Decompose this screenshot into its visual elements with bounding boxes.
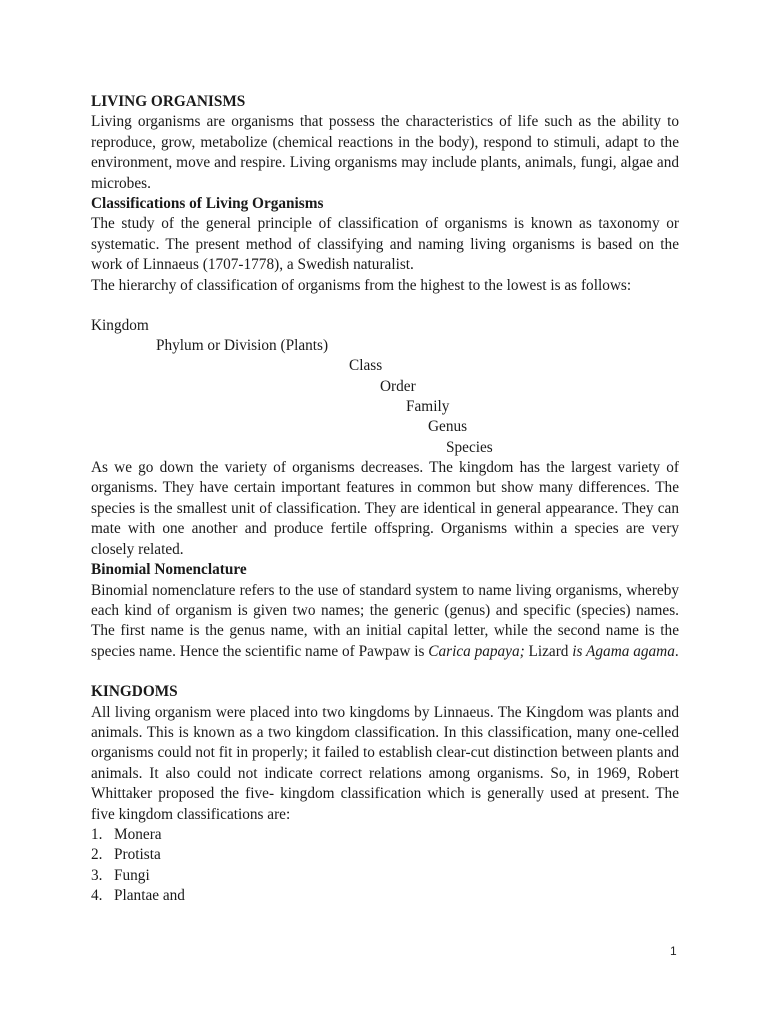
page-number: 1 [670, 944, 677, 958]
hierarchy-family: Family [406, 398, 450, 416]
heading-classifications: Classifications of Living Organisms [91, 195, 324, 213]
binomial-text: Binomial nomenclature refers to the use of standard system to name living organisms, whereby each kind of organism is given two names; the generic (genus) and specific (species) names. The first name is the genus name, with an initial capital letter, while the second name is the species name. Hence the scientific name of Pawpaw is [91, 581, 679, 660]
paragraph-variety: As we go down the variety of organisms decreases. The kingdom has the largest variety of organisms. They have certain important features in common but show many differences. The species is the smallest unit of classification. They are identical in general appearance. They can mate with one another and produce fertile offspring. Organisms within a species are very closely related. [91, 459, 679, 558]
binomial-text-end: . [674, 642, 679, 660]
hierarchy-kingdom: Kingdom [91, 317, 149, 335]
scientific-name-lizard: is Agama agama [572, 642, 675, 660]
hierarchy-species: Species [446, 439, 493, 457]
document-page [91, 92, 679, 907]
list-item: 4. Plantae and [91, 887, 185, 905]
list-item: 2. Protista [91, 846, 161, 864]
scientific-name-pawpaw: Carica papaya; [428, 642, 525, 660]
hierarchy-phylum: Phylum or Division (Plants) [156, 337, 329, 355]
paragraph-binomial [91, 581, 679, 663]
list-item: 1. Monera [91, 825, 162, 843]
hierarchy-order: Order [380, 378, 416, 396]
paragraph-living-organisms: Living organisms are organisms that possess the characteristics of life such as the ability to reproduce, grow, metabolize (chemical reactions in the body), respond to stimuli, adapt to the environment, move and respire. Living organisms may include plants, animals, fungi, algae and microbes. [91, 113, 679, 192]
kingdom-list [91, 825, 679, 907]
classification-hierarchy [91, 316, 679, 458]
heading-kingdoms: KINGDOMS [91, 683, 178, 701]
hierarchy-class: Class [349, 357, 383, 375]
paragraph-taxonomy: The study of the general principle of classification of organisms is known as taxonomy or systematic. The present method of classifying and naming living organisms is based on the work of Linnaeus (1707-1778), a Swedish naturalist. [91, 215, 679, 274]
heading-living-organisms: LIVING ORGANISMS [91, 93, 246, 110]
hierarchy-genus: Genus [428, 418, 468, 436]
list-item: 3. Fungi [91, 866, 150, 884]
paragraph-kingdoms: All living organism were placed into two kingdoms by Linnaeus. The Kingdom was plants and animals. This is known as a two kingdom classification. In this classification, many one-celled organisms could not fit in properly; it failed to establish clear-cut distinction between plants and animals. It also could not indicate correct relations among organisms. So, in 1969, Robert Whittaker proposed the five- kingdom classification which is generally used at present. The five kingdom classifications are: [91, 703, 679, 823]
heading-binomial-nomenclature: Binomial Nomenclature [91, 561, 247, 579]
binomial-text-lizard: Lizard [524, 642, 573, 660]
paragraph-hierarchy-intro: The hierarchy of classification of organisms from the highest to the lowest is as follows: [91, 276, 632, 294]
